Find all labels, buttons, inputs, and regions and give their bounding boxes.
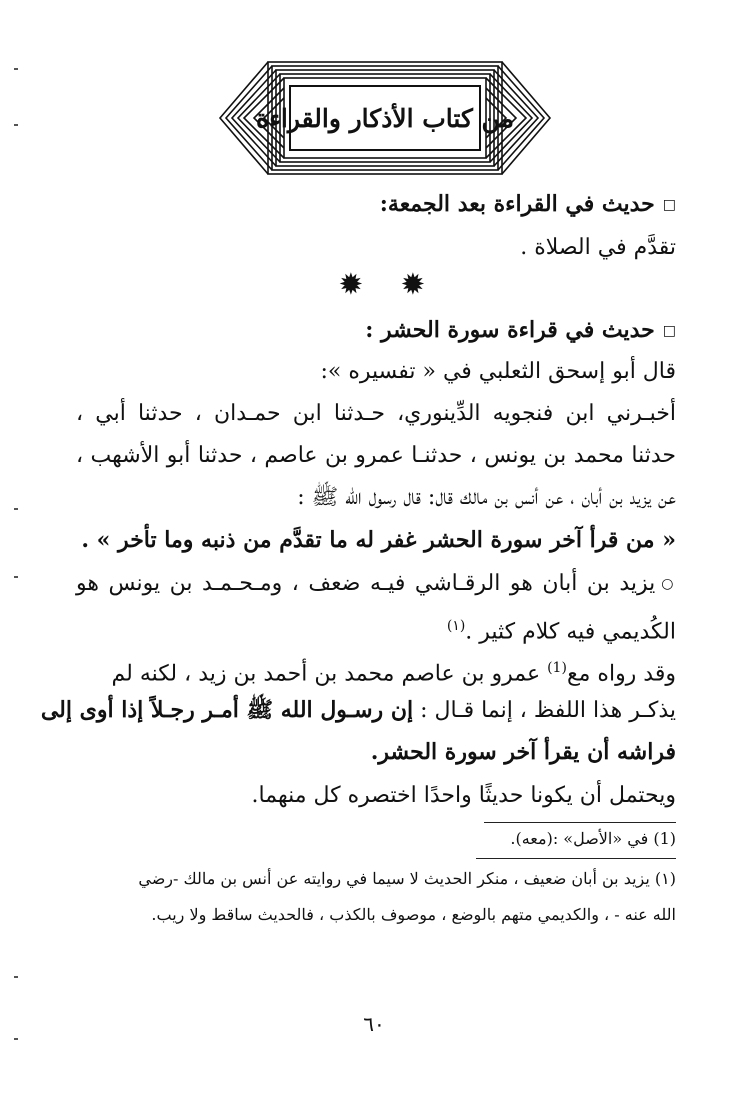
section-heading [76, 188, 676, 221]
square-bullet-icon: □ [662, 323, 676, 339]
paragraph: أخبـرني ابن فنجويه الدِّينوري، حـدثنا ابن حمـدان ، حدثنا أبي ، [76, 401, 676, 426]
square-bullet-icon: □ [662, 197, 676, 213]
paragraph [76, 652, 676, 690]
paragraph [40, 694, 676, 727]
paragraph: تقدَّم في الصلاة . [520, 235, 676, 260]
margin-mark [14, 68, 18, 70]
comment-text: عمرو بن عاصم محمد بن أحمد بن زيد ، لكنه لم [111, 661, 541, 687]
heading-text: حديث في قراءة سورة الحشر : [365, 317, 655, 343]
paragraph [76, 568, 676, 600]
comment-text: وقد رواه مع [566, 661, 676, 687]
footnote: الله عنه - ، والكديمي متهم بالوضع ، موصوف بالكذب ، فالحديث ساقط ولا ريب. [151, 905, 676, 924]
footnote: (1) في «الأصل» :(معه). [510, 829, 676, 848]
margin-mark [14, 976, 18, 978]
footnote-ref: (1) [547, 660, 567, 676]
quoted-text: فراشه أن يقرأ آخر سورة الحشر. [370, 739, 676, 765]
section-heading [76, 314, 676, 347]
footnote-divider [476, 858, 676, 859]
paragraph: قال أبو إسحق الثعلبي في « تفسيره »: [320, 359, 676, 384]
heading-text: حديث في القراءة بعد الجمعة: [379, 191, 655, 217]
chapter-header [218, 60, 552, 176]
hadith-text: « من قرأ آخر سورة الحشر غفر له ما تقدَّم من ذنبه وما تأخر » . [81, 527, 676, 553]
star-separator [340, 272, 440, 298]
margin-mark [14, 124, 18, 126]
comment-text: يزيد بن أبان هو الرقـاشي فيـه ضعف ، ومـحـمـد بن يونس هو [76, 571, 656, 596]
paragraph: عن يزيد بن أبان ، عن أنس بن مالك قال: قال رسول الله ﷺ : [297, 485, 676, 510]
footnote-divider [484, 822, 676, 823]
margin-mark [14, 1038, 18, 1040]
margin-mark [14, 508, 18, 510]
page-number: ٦٠ [363, 1012, 385, 1036]
footnote: (١) يزيد بن أبان ضعيف ، منكر الحديث لا سيما في روايته عن أنس بن مالك -رضي [138, 869, 676, 888]
quoted-text: إن رسـول الله ﷺ أمـر رجـلاً إذا أوى إلى [40, 697, 414, 723]
paragraph: حدثنا محمد بن يونس ، حدثنـا عمرو بن عاصم ، حدثنا أبو الأشهب ، [76, 443, 676, 468]
comment-text: الكُديمي فيه كلام كثير . [465, 619, 676, 645]
circle-bullet-icon: ○ [661, 576, 677, 592]
comment-text: يذكـر هذا اللفظ ، إنما قـال : [420, 698, 676, 723]
star-icon: ✹ [340, 270, 362, 300]
star-icon: ✹ [402, 270, 424, 300]
footnote-ref: (١) [446, 618, 466, 634]
paragraph: ويحتمل أن يكونا حديثًا واحدًا اختصره كل منهما. [251, 783, 676, 808]
paragraph [76, 610, 676, 648]
chapter-title: من كتاب الأذكار والقراءة [256, 103, 514, 133]
margin-mark [14, 576, 18, 578]
